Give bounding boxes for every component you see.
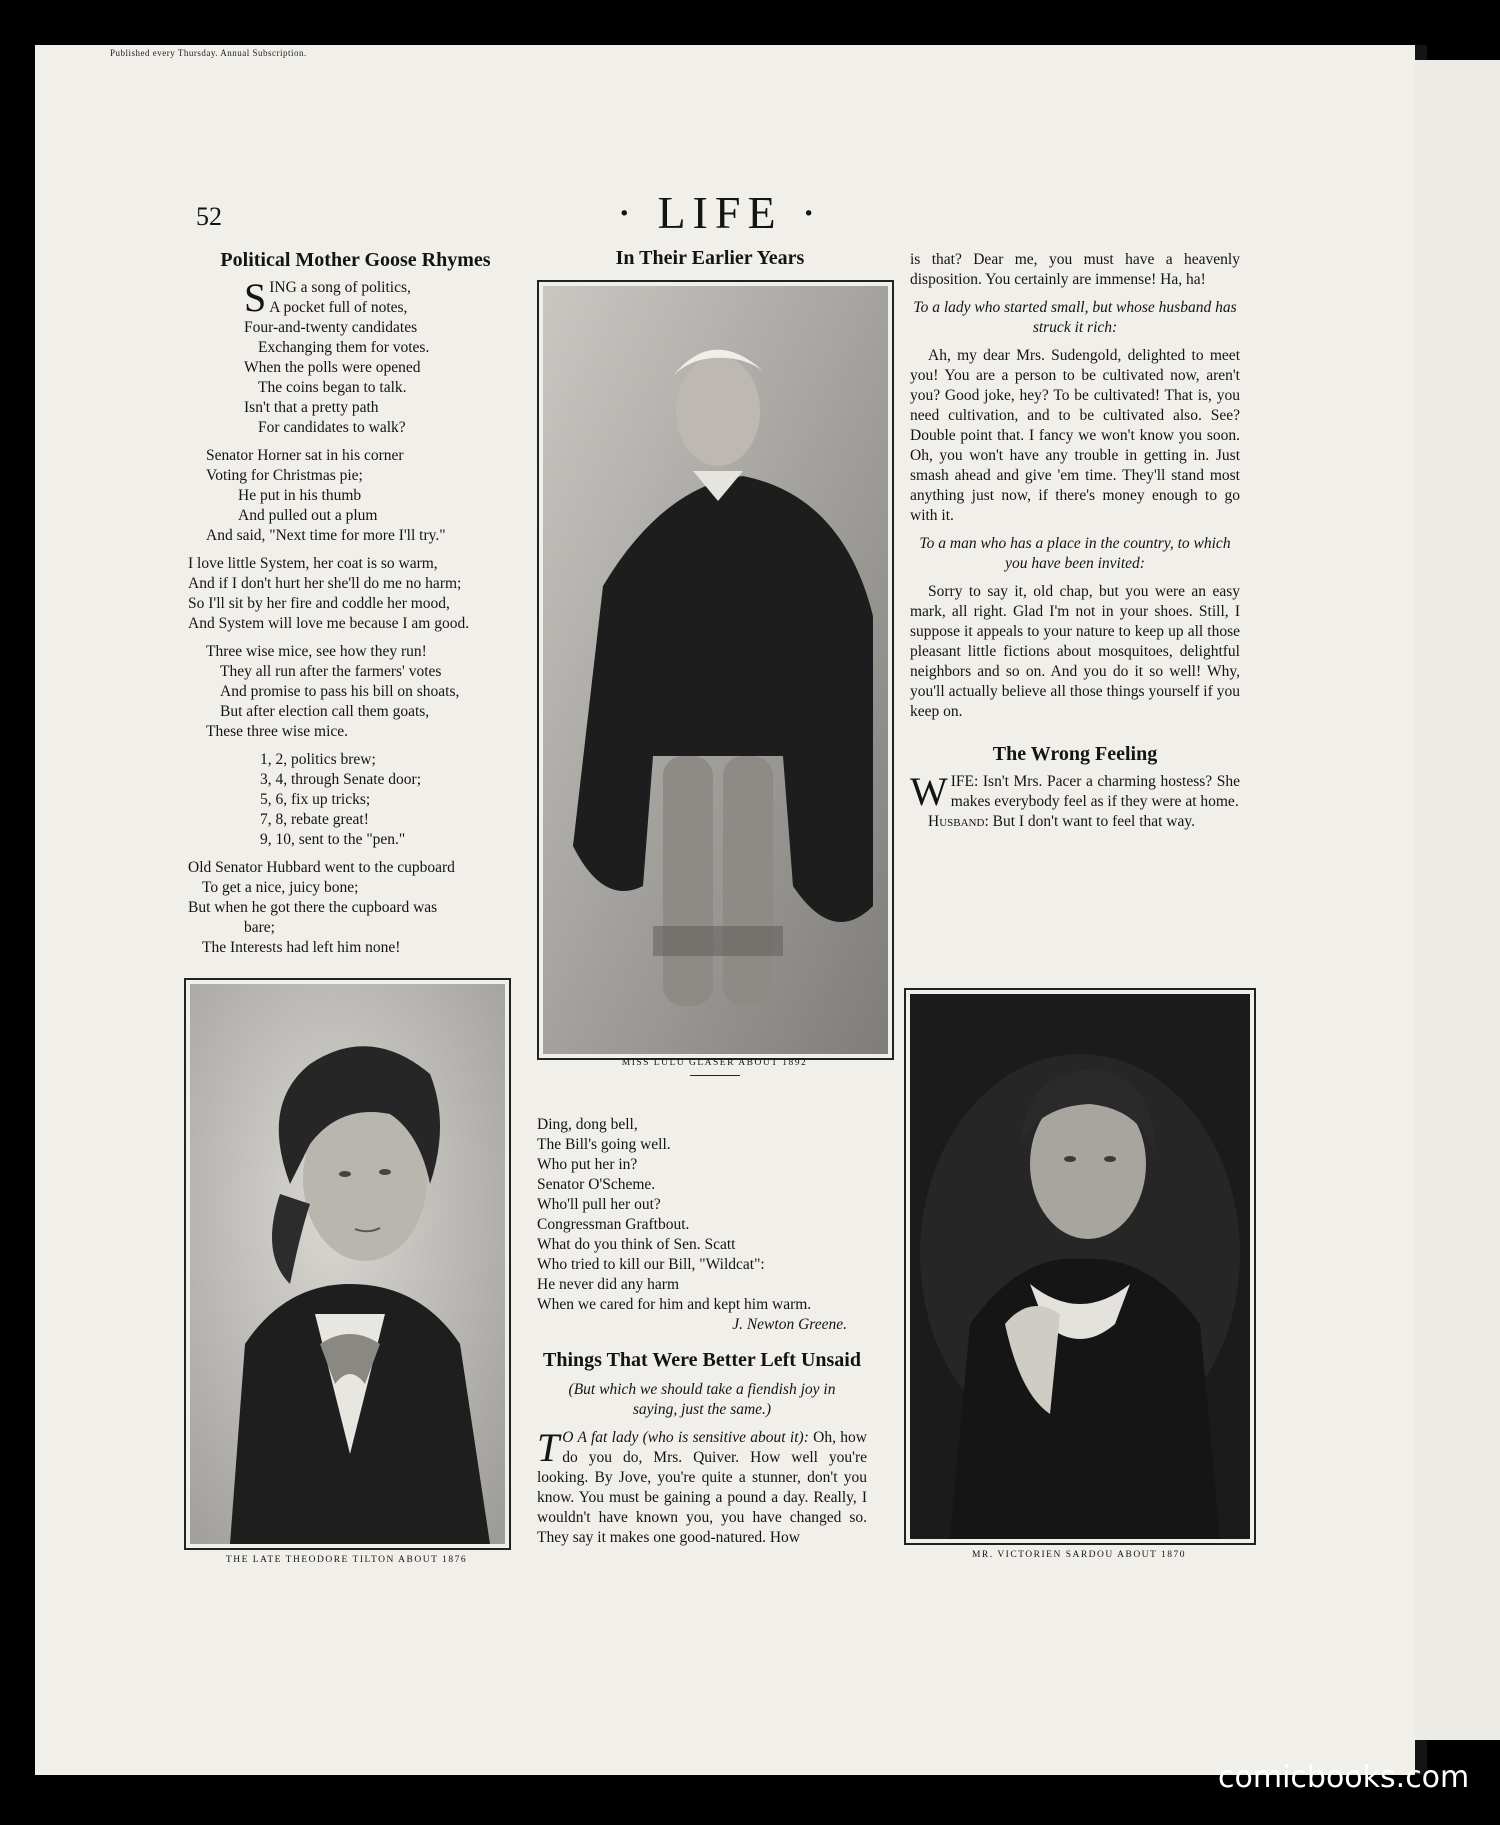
poem-line: Voting for Christmas pie; [206, 467, 363, 484]
dancer-image [543, 286, 888, 1054]
poem-line: The Interests had left him none! [202, 939, 401, 956]
poem-line: Senator Horner sat in his corner [206, 447, 404, 464]
poem-line: What do you think of Sen. Scatt [537, 1236, 736, 1253]
poem-line: He put in his thumb [238, 487, 362, 504]
unsaid-article [537, 1350, 867, 1548]
poem-line: ING a song of politics, [269, 279, 411, 296]
poem-line: Exchanging them for votes. [258, 339, 430, 356]
tilton-caption: THE LATE THEODORE TILTON ABOUT 1876 [225, 1555, 468, 1565]
poem-line: 5, 6, fix up tricks; [260, 791, 371, 808]
country-paragraph: Sorry to say it, old chap, but you were an easy mark, all right. Glad I'm not in your shoes. Still, I suppose it appeals to your nature to keep up all those pleasant little fictions about mosquitoes, delightful neighbors and so on. And you do it so well! Why, you'll actually believe all those things yourself if you keep on. [910, 583, 1240, 720]
facing-page-edge [1415, 60, 1500, 1740]
poem-line: When the polls were opened [244, 359, 421, 376]
mother-goose-title: Political Mother Goose Rhymes [220, 249, 491, 271]
ding-dong-poem [537, 1115, 867, 1335]
poem-line: He never did any harm [537, 1276, 680, 1293]
poem-line: And said, "Next time for more I'll try." [206, 527, 446, 544]
unsaid-body: Oh, how do you do, Mrs. Quiver. How well you're looking. By Jove, you're quite a stunner, don't you know. You must be gaining a pound a day. Really, I wouldn't have known you, you have changed so. They say it makes one good-natured. How [537, 1429, 867, 1546]
wife-line: IFE: Isn't Mrs. Pacer a charming hostess? She makes everybody feel as if they were at home. [950, 773, 1240, 810]
poem-line: A pocket full of notes, [269, 299, 408, 316]
poem-line: Three wise mice, see how they run! [206, 643, 427, 660]
poem-line: Ding, dong bell, [537, 1116, 638, 1133]
poem-line: These three wise mice. [206, 723, 349, 740]
unsaid-lead: O A fat lady (who is sensitive about it): [562, 1429, 809, 1446]
poem-line: The Bill's going well. [537, 1136, 671, 1153]
poem-line: Who put her in? [537, 1156, 638, 1173]
poem-line: So I'll sit by her fire and coddle her mood, [188, 595, 450, 612]
sardou-photograph [904, 988, 1256, 1545]
poem-line: The coins began to talk. [258, 379, 407, 396]
poem-line: 9, 10, sent to the "pen." [260, 831, 406, 848]
poem-line: Congressman Graftbout. [537, 1216, 690, 1233]
poem-line: 3, 4, through Senate door; [260, 771, 422, 788]
unsaid-continuation: is that? Dear me, you must have a heavenly disposition. You certainly are immense! Ha, ha! [910, 251, 1240, 288]
poem-line: And if I don't hurt her she'll do me no harm; [188, 575, 462, 592]
glaser-photograph [537, 280, 894, 1060]
country-heading: To a man who has a place in the country, to which you have been invited: [919, 535, 1231, 572]
caption-rule [690, 1075, 740, 1076]
poem-line: For candidates to walk? [258, 419, 406, 436]
poem-line: To get a nice, juicy bone; [202, 879, 359, 896]
unsaid-title: Things That Were Better Left Unsaid [543, 1349, 861, 1371]
husband-label: Husband [928, 813, 985, 830]
earlier-years-title: In Their Earlier Years [615, 247, 805, 269]
poem-line: And promise to pass his bill on shoats, [220, 683, 460, 700]
poem-line: But when he got there the cupboard was [188, 899, 438, 916]
publication-strip: Published every Thursday. Annual Subscription. [110, 48, 307, 58]
tilton-photograph [184, 978, 511, 1550]
mother-goose-column [188, 250, 523, 958]
poem-line: They all run after the farmers' votes [220, 663, 442, 680]
page-number: 52 [196, 202, 222, 231]
unsaid-continuation-column [910, 250, 1240, 840]
dropcap-w: W [910, 769, 948, 814]
poem-line: When we cared for him and kept him warm. [537, 1296, 812, 1313]
dropcap-t: T [537, 1425, 560, 1470]
poem-line: Who'll pull her out? [537, 1196, 661, 1213]
lady-heading: To a lady who started small, but whose husband has struck it rich: [913, 299, 1237, 336]
poem-line: bare; [244, 919, 275, 936]
unsaid-subtitle: (But which we should take a fiendish joy in saying, just the same.) [568, 1381, 836, 1418]
husband-line: : But I don't want to feel that way. [984, 813, 1195, 830]
poem-line: Old Senator Hubbard went to the cupboard [188, 859, 455, 876]
poem-line: Senator O'Scheme. [537, 1176, 656, 1193]
wrong-feeling-title: The Wrong Feeling [992, 743, 1158, 765]
poem-line: 1, 2, politics brew; [260, 751, 376, 768]
portrait-image [190, 984, 505, 1544]
sardou-caption: MR. VICTORIEN SARDOU ABOUT 1870 [971, 1550, 1187, 1560]
poem-line: But after election call them goats, [220, 703, 430, 720]
poem-author: J. Newton Greene. [732, 1316, 847, 1333]
poem-line: And pulled out a plum [238, 507, 378, 524]
poem-line: Isn't that a pretty path [244, 399, 379, 416]
portrait-image [910, 994, 1250, 1539]
dropcap-s: S [244, 275, 267, 320]
poem-line: And System will love me because I am good. [188, 615, 470, 632]
poem-line: Who tried to kill our Bill, "Wildcat": [537, 1256, 765, 1273]
glaser-caption: MISS LULU GLASER ABOUT 1892 [621, 1058, 808, 1068]
earlier-years-heading-block [530, 248, 890, 268]
poem-line: I love little System, her coat is so warm, [188, 555, 438, 572]
lady-paragraph: Ah, my dear Mrs. Sudengold, delighted to meet you! You are a person to be cultivated now, aren't you? Good joke, hey? To be cultivated! That is, you need cultivation, and to be cultivated also. See? Double point that. I fancy we won't know you soon. Oh, you won't have any trouble in getting in. Just smash ahead and give 'em time. They'll stand most anything just now, if there's money enough to go with it. [910, 347, 1240, 524]
poem-line: 7, 8, rebate great! [260, 811, 369, 828]
masthead-life: · LIFE · [616, 187, 824, 238]
watermark-logo: comicbooks.com [1218, 1760, 1470, 1795]
poem-line: Four-and-twenty candidates [244, 319, 418, 336]
